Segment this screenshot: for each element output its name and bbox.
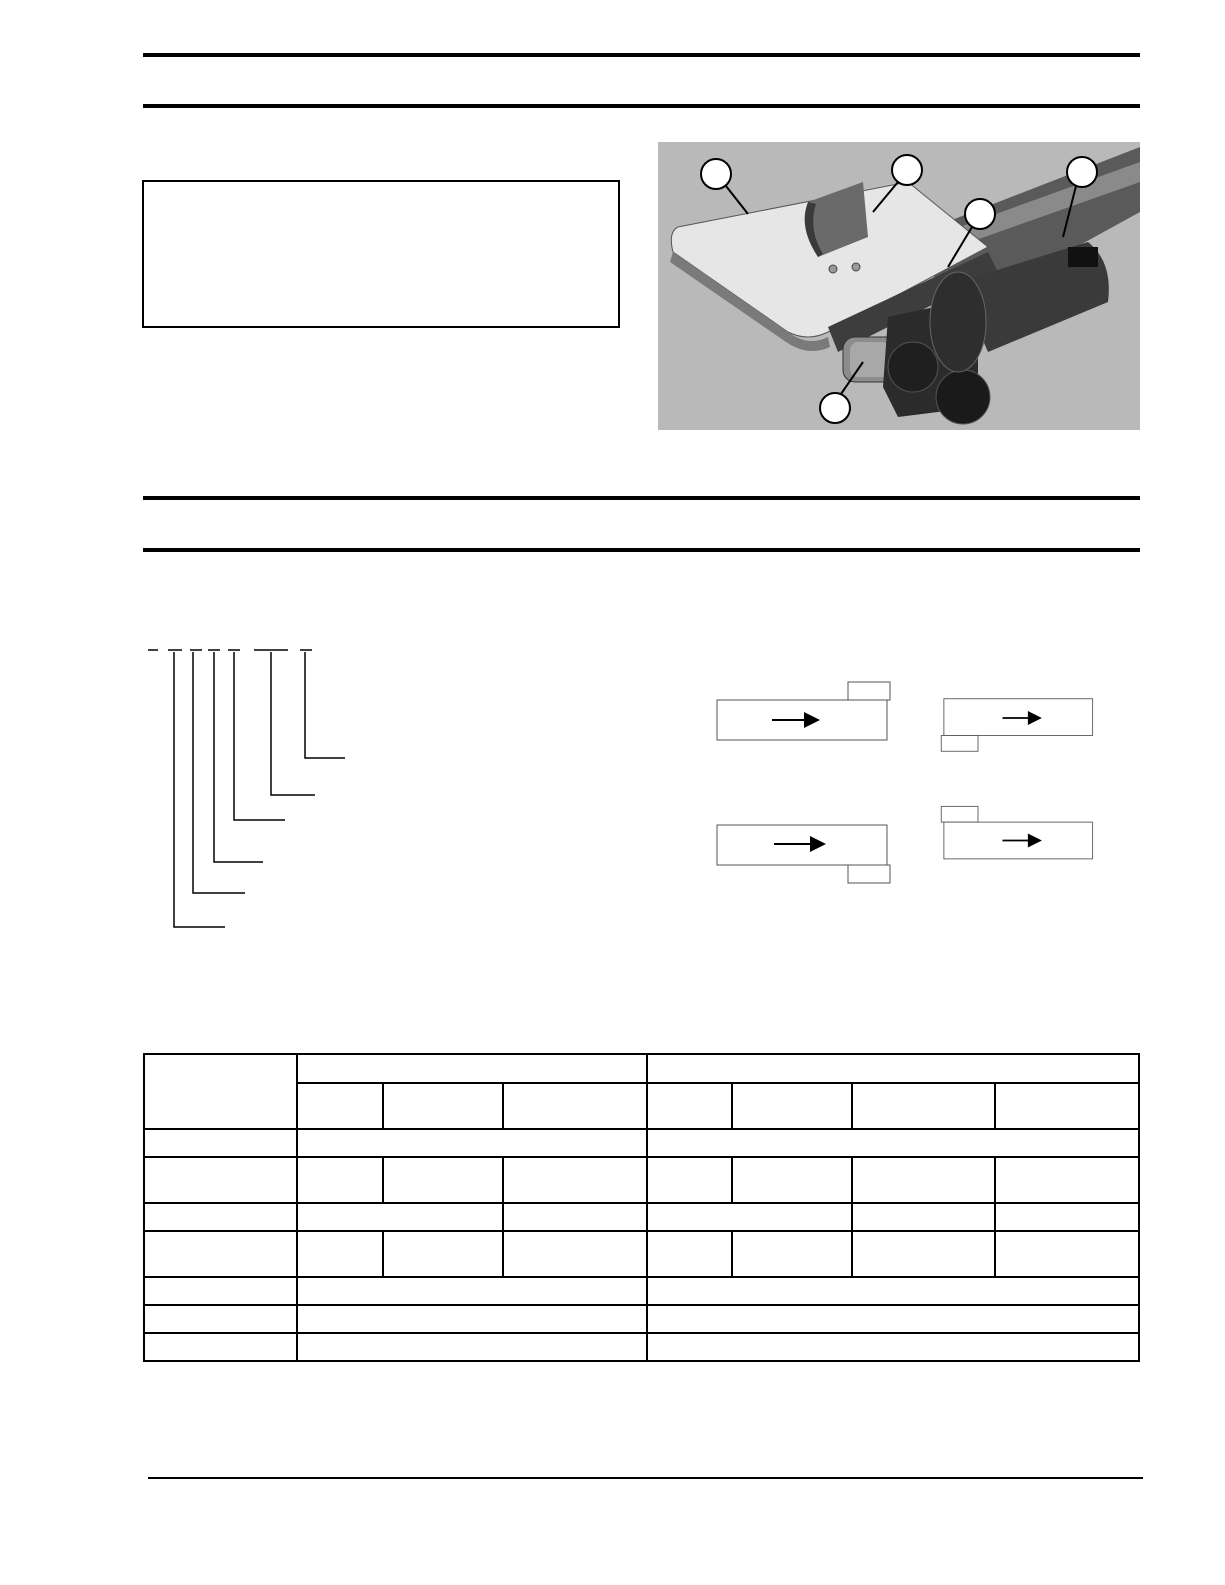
table-cell — [144, 1054, 297, 1129]
conveyor-diagram-3 — [712, 820, 902, 890]
table-cell — [144, 1203, 297, 1231]
table-cell — [144, 1277, 297, 1305]
header-rule-bottom — [143, 104, 1140, 108]
conveyor-diagram-4 — [925, 802, 1115, 872]
part-number-diagram — [140, 640, 370, 940]
table-cell — [297, 1333, 647, 1361]
table-cell — [732, 1083, 852, 1129]
table-cell — [647, 1305, 1139, 1333]
table-cell — [144, 1305, 297, 1333]
table-cell — [503, 1083, 647, 1129]
table-cell — [297, 1231, 383, 1277]
table-cell — [647, 1083, 732, 1129]
section-rule-bottom — [143, 548, 1140, 552]
table-cell — [503, 1203, 647, 1231]
table-cell — [647, 1333, 1139, 1361]
table-cell — [297, 1305, 647, 1333]
table-cell — [647, 1157, 732, 1203]
table-cell — [995, 1231, 1139, 1277]
section-rule-top — [143, 496, 1140, 500]
table-cell — [852, 1083, 995, 1129]
table-cell — [503, 1231, 647, 1277]
conveyor-diagram-2 — [925, 690, 1115, 760]
table-cell — [647, 1129, 1139, 1157]
table-cell — [503, 1157, 647, 1203]
table-cell — [732, 1157, 852, 1203]
table-cell — [297, 1054, 647, 1083]
header-rule-top — [143, 53, 1140, 57]
table-cell — [297, 1277, 647, 1305]
table-cell — [383, 1231, 503, 1277]
table-cell — [383, 1083, 503, 1129]
product-photo — [658, 142, 1140, 430]
table-cell — [995, 1203, 1139, 1231]
table-cell — [995, 1083, 1139, 1129]
table-cell — [852, 1157, 995, 1203]
conveyor-diagram-1 — [712, 680, 902, 750]
footer-rule — [148, 1477, 1143, 1479]
table-cell — [144, 1231, 297, 1277]
table-cell — [144, 1157, 297, 1203]
table-cell — [732, 1231, 852, 1277]
table-cell — [647, 1231, 732, 1277]
note-box — [142, 180, 620, 328]
table-cell — [144, 1129, 297, 1157]
table-cell — [297, 1157, 383, 1203]
table-cell — [995, 1157, 1139, 1203]
table-cell — [297, 1083, 383, 1129]
specification-table — [143, 1053, 1140, 1362]
table-cell — [647, 1277, 1139, 1305]
table-cell — [297, 1203, 503, 1231]
table-cell — [852, 1231, 995, 1277]
table-cell — [144, 1333, 297, 1361]
table-cell — [647, 1203, 852, 1231]
table-cell — [297, 1129, 647, 1157]
table-cell — [647, 1054, 1139, 1083]
table-cell — [383, 1157, 503, 1203]
table-cell — [852, 1203, 995, 1231]
